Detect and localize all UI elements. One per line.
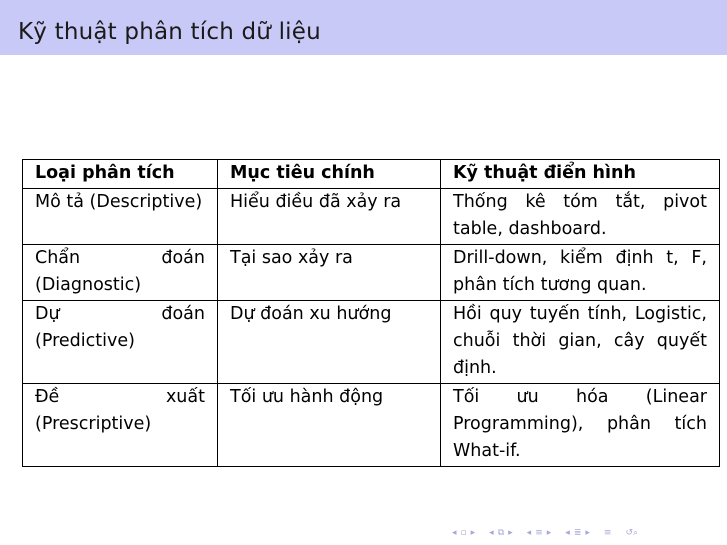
nav-frame-prev-icon[interactable]: ◂ <box>489 528 494 538</box>
table-cell: Tại sao xảy ra <box>218 245 441 301</box>
nav-section-prev-icon[interactable]: ◂ <box>526 528 532 538</box>
nav-section-icon[interactable]: ≡ <box>535 528 543 538</box>
nav-frame-next-icon[interactable]: ▸ <box>508 528 513 538</box>
nav-section-next-icon[interactable]: ▸ <box>546 528 552 538</box>
beamer-navigation <box>452 526 638 540</box>
nav-subsection-next-icon[interactable]: ▸ <box>585 528 590 538</box>
table-cell: Đề xuất (Prescriptive) <box>23 384 218 467</box>
nav-search-icon[interactable]: ↺⌕ <box>625 528 639 538</box>
table-cell: Chẩn đoán (Diagnostic) <box>23 245 218 301</box>
header-cell: Kỹ thuật điển hình <box>441 160 720 189</box>
nav-prev-icon[interactable]: ▫ <box>460 528 467 538</box>
nav-subsection-prev-icon[interactable]: ◂ <box>565 528 570 538</box>
table-cell: Mô tả (Descriptive) <box>23 189 218 245</box>
nav-next-icon[interactable]: ▸ <box>470 528 476 538</box>
table-cell: Dự đoán (Predictive) <box>23 301 218 384</box>
table-cell: Hồi quy tuyến tính, Logistic, chuỗi thời gian, cây quyết định. <box>441 301 720 384</box>
nav-subsection-icon[interactable]: ≣ <box>573 528 582 538</box>
slide-title-bar <box>0 0 727 55</box>
slide-title: Kỹ thuật phân tích dữ liệu <box>18 18 321 45</box>
nav-menu-icon[interactable]: ≡ <box>603 528 612 538</box>
table-row <box>23 245 720 301</box>
table-row <box>23 189 720 245</box>
nav-frame-icon[interactable]: ⧉ <box>497 528 505 538</box>
table-cell: Tối ưu hành động <box>218 384 441 467</box>
table-row <box>23 384 720 467</box>
table-cell: Thống kê tóm tắt, pivot table, dashboard. <box>441 189 720 245</box>
analysis-table <box>22 159 720 467</box>
table-cell: Tối ưu hóa (Linear Programming), phân tích What-if. <box>441 384 720 467</box>
header-cell: Mục tiêu chính <box>218 160 441 189</box>
table-header-row <box>23 160 720 189</box>
table-cell: Dự đoán xu hướng <box>218 301 441 384</box>
nav-first-icon[interactable]: ◂ <box>452 528 457 538</box>
table-cell: Drill-down, kiểm định t, F, phân tích tương quan. <box>441 245 720 301</box>
table-row <box>23 301 720 384</box>
header-cell: Loại phân tích <box>23 160 218 189</box>
table-cell: Hiểu điều đã xảy ra <box>218 189 441 245</box>
